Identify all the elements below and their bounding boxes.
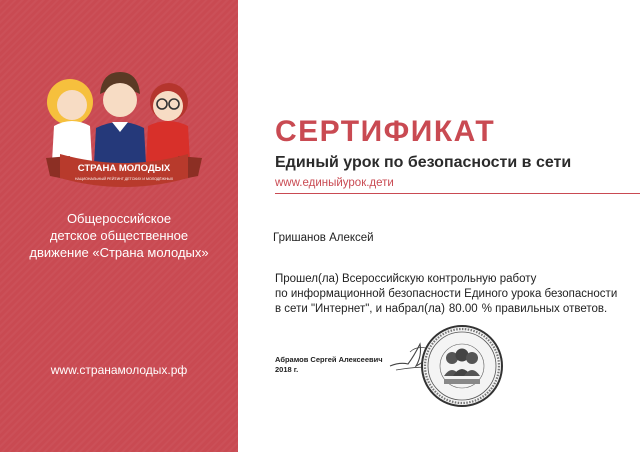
left-panel	[0, 0, 238, 452]
score-value: 80.00	[448, 303, 478, 315]
certificate-title: СЕРТИФИКАТ	[275, 115, 496, 148]
body-line-3-prefix: в сети "Интернет", и набрал(ла)	[275, 303, 445, 315]
org-line-2: детское общественное	[49, 228, 189, 243]
body-line-1: Прошел(ла) Всероссийскую контрольную работу	[275, 273, 537, 285]
body-line-3-suffix: % правильных ответов.	[481, 303, 608, 315]
certificate-body	[275, 272, 635, 317]
strana-molodyh-logo	[44, 66, 204, 196]
recipient-name: Гришанов Алексей	[273, 232, 374, 244]
signer-block	[275, 355, 383, 375]
stamp-seal-icon	[420, 324, 504, 408]
organization-name	[0, 210, 238, 261]
lesson-website: www.единыйурок.дети	[275, 177, 394, 189]
org-line-3: движение «Страна молодых»	[29, 245, 209, 260]
logo-ribbon-title: СТРАНА МОЛОДЫХ	[77, 163, 171, 174]
certificate-subtitle: Единый урок по безопасности в сети	[275, 154, 572, 171]
signer-name: Абрамов Сергей Алексеевич	[275, 355, 383, 364]
body-line-3	[275, 302, 635, 317]
logo-ribbon-subtitle: НАЦИОНАЛЬНЫЙ РЕЙТИНГ ДЕТСКИХ И МОЛОДЁЖНЫХ	[74, 177, 174, 181]
org-line-1: Общероссийское	[66, 211, 172, 226]
signature-year: 2018 г.	[275, 365, 299, 374]
organization-website: www.странамолодых.рф	[50, 363, 188, 377]
title-divider	[275, 193, 640, 194]
certificate-panel	[238, 0, 640, 452]
body-line-2: по информационной безопасности Единого урока безопасности	[275, 288, 618, 300]
